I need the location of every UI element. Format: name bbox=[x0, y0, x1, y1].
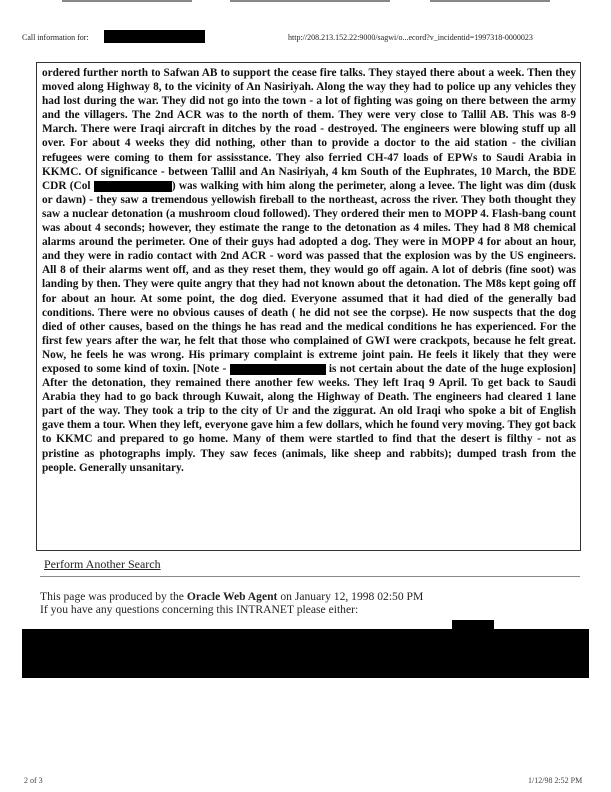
agent-name: Oracle Web Agent bbox=[186, 590, 278, 603]
print-header bbox=[0, 30, 611, 46]
perform-another-search-link[interactable]: Perform Another Search bbox=[44, 557, 161, 571]
print-timestamp: 1/12/98 2:52 PM bbox=[528, 776, 583, 785]
questions-line: If you have any questions concerning this INTRANET please either: bbox=[40, 603, 359, 616]
produced-by-line: This page was produced by the Oracle Web Agent on January 12, 1998 02:50 PM bbox=[40, 590, 424, 603]
page-number: 2 of 3 bbox=[24, 776, 43, 785]
top-rule bbox=[0, 0, 611, 3]
redaction-block bbox=[230, 364, 326, 375]
narrative-part-2: ) was walking with him along the perimeter, along a levee. The light was dim (dusk or dawn) - they saw a tremendous yellowish fireball to the northeast, across the river. They both thought they saw a nuclear detonation (a mushroom cloud followed). They ordered their men to MOPP 4. Flash-bang count was about 4 seconds; however, they estimate the range to the detonation as 4 miles. They had 8 M8 chemical alarms around the perimeter. One of their guys had adopted a dog. They were in MOPP 4 for about an hour, and they were in radio contact with 2nd ACR - word was passed that the explosion was by the US engineers. All 8 of their alarms went off, and as they reset them, they would go off again. A lot of debris (fine soot) was landing by then. They were quite angry that they had not known about the detonation. The M8s kept going off for about an hour. At some point, the dog died. Everyone assumed that it had died of the generally bad conditions. There were no obvious causes of death ( he did not see the corpse). He now suspects that the dog died of other causes, based on the things he has read and the medical conditions he has experienced. For the first few years after the war, he felt that those who complained of GWI were crackpots, because he felt great. Now, he feels he was wrong. His primary complaint is extreme joint pain. He feels it likely that they were exposed to some kind of toxin. [Note - bbox=[42, 179, 576, 375]
narrative-part-1: ordered further north to Safwan AB to support the cease fire talks. They stayed there about a week. Then they moved along Highway 8, to the vicinity of An Nasiriyah. Along the way they had to police up any vehicles they had lost during the war. They did not go into the town - a lot of fighting was going on there between the army and the villagers. The 2nd ACR was to the north of them. They were very close to Tallil AB. This was 8-9 March. There were Iraqi aircraft in ditches by the road - destroyed. The engineers were blowing stuff up all over. For about 4 weeks they did nothing, other than to provide a doctor to the aid station - the civilian refugees were coming to them for assisstance. They also ferried CH-47 loads of EPWs to Saudi Arabia in KKMC. Of significance - between Tallil and An Nasiriyah, 4 km South of the Euphrates, 10 March, the BDE CDR (Col bbox=[42, 67, 576, 192]
incident-narrative bbox=[42, 66, 576, 475]
page-url: http://208.213.152.22:9000/sagwi/o...ecord?v_incidentid=1997318-0000023 bbox=[288, 33, 533, 42]
redaction-block bbox=[94, 181, 172, 192]
redaction-block bbox=[104, 30, 205, 43]
call-info-label: Call information for: bbox=[22, 33, 89, 42]
redaction-block bbox=[22, 629, 589, 678]
incident-text-area[interactable] bbox=[36, 62, 581, 551]
narrative-part-3: is not certain about the date of the huge explosion] After the detonation, they remained there another few weeks. They left Iraq 9 April. To get back to Saudi Arabia they had to go back through Kuwait, along the Highway of Death. The engineers had cleared 1 lane part of the way. They took a trip to the city of Ur and the ziggurat. An old Iraqi who spoke a bit of English gave them a tour. When they left, everyone gave him a few dollars, which he found very moving. They got back to KKMC and prepared to go home. Many of them were startled to find that the desert is filthy - not as pristine as photographs imply. They saw feces (animals, like sheep and rabbits); dumped trash from the people. Generally unsanitary. bbox=[42, 362, 576, 474]
page-footer-info bbox=[40, 590, 423, 616]
divider bbox=[40, 576, 580, 577]
